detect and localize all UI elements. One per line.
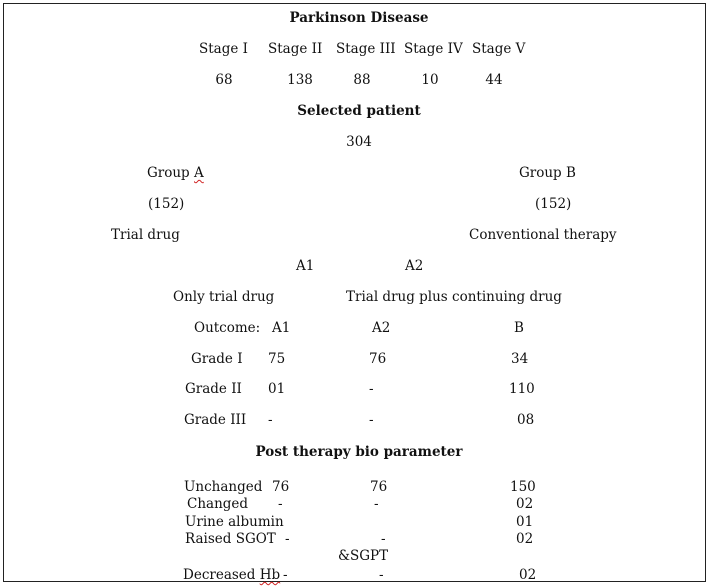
group-a-label-prefix: Group [147, 165, 194, 181]
outcome-row-a2: - [369, 412, 374, 428]
outcome-row-a1: 75 [268, 351, 286, 367]
post-row-label: &SGPT [338, 548, 389, 564]
outcome-row-grade: Grade III [184, 412, 247, 428]
group-a-treatment: Trial drug [111, 227, 180, 243]
post-row-label-marked: Hb [259, 567, 281, 583]
post-therapy-title: Post therapy bio parameter [255, 444, 463, 460]
subgroup-a2-label: A2 [405, 258, 424, 274]
post-row-b: 01 [516, 514, 534, 530]
outcome-row-b: 34 [511, 351, 529, 367]
subgroup-a2-desc: Trial drug plus continuing drug [346, 289, 562, 305]
post-row-a2: - [381, 531, 386, 547]
outcome-row-a2: - [369, 381, 374, 397]
group-b-label: Group B [519, 165, 576, 181]
selected-patient-count: 304 [346, 134, 372, 150]
post-row-label: Changed [187, 496, 249, 512]
stage-count-3: 88 [353, 72, 371, 88]
post-row-a1: - [283, 567, 288, 583]
group-a-label-letter: A [194, 165, 204, 181]
stage-count-1: 68 [215, 72, 233, 88]
group-b-treatment: Conventional therapy [469, 227, 617, 243]
group-b-count: (152) [535, 196, 572, 212]
stage-label-3: Stage III [336, 41, 396, 57]
post-row-b: 02 [516, 531, 534, 547]
outcome-row-a1: - [268, 412, 273, 428]
diagram-title: Parkinson Disease [289, 10, 429, 26]
stage-count-4: 10 [421, 72, 439, 88]
stage-label-4: Stage IV [404, 41, 463, 57]
outcome-col-a1: A1 [272, 320, 291, 336]
outcome-row-b: 08 [517, 412, 535, 428]
outcome-row-a1: 01 [268, 381, 286, 397]
post-row-label-prefix: Decreased [183, 567, 260, 583]
outcome-row-a2: 76 [369, 351, 387, 367]
outcome-col-a2: A2 [372, 320, 391, 336]
post-row-b: 150 [510, 479, 536, 495]
subgroup-a1-desc: Only trial drug [173, 289, 275, 305]
group-a-label [147, 165, 204, 181]
post-row-a1: - [285, 531, 290, 547]
stage-label-2: Stage II [268, 41, 323, 57]
selected-patient-label: Selected patient [297, 103, 421, 119]
outcome-row-b: 110 [509, 381, 535, 397]
post-row-a2: 76 [370, 479, 388, 495]
group-a-count: (152) [148, 196, 185, 212]
subgroup-a1-label: A1 [296, 258, 315, 274]
post-row-a2: - [379, 567, 384, 583]
outcome-row-grade: Grade II [185, 381, 242, 397]
stage-count-2: 138 [287, 72, 313, 88]
post-row-a2: - [374, 496, 379, 512]
outcome-row-grade: Grade I [191, 351, 243, 367]
post-row-label [183, 567, 280, 583]
stage-count-5: 44 [485, 72, 503, 88]
post-row-label: Raised SGOT [185, 531, 276, 547]
outcome-col-b: B [514, 320, 524, 336]
post-row-a1: - [278, 496, 283, 512]
post-row-b: 02 [519, 567, 537, 583]
post-row-a1: 76 [272, 479, 290, 495]
post-row-label: Urine albumin [185, 514, 284, 530]
stage-label-1: Stage I [199, 41, 248, 57]
post-row-label: Unchanged [184, 479, 263, 495]
stage-label-5: Stage V [472, 41, 526, 57]
outcome-label: Outcome: [194, 320, 261, 336]
post-row-b: 02 [516, 496, 534, 512]
